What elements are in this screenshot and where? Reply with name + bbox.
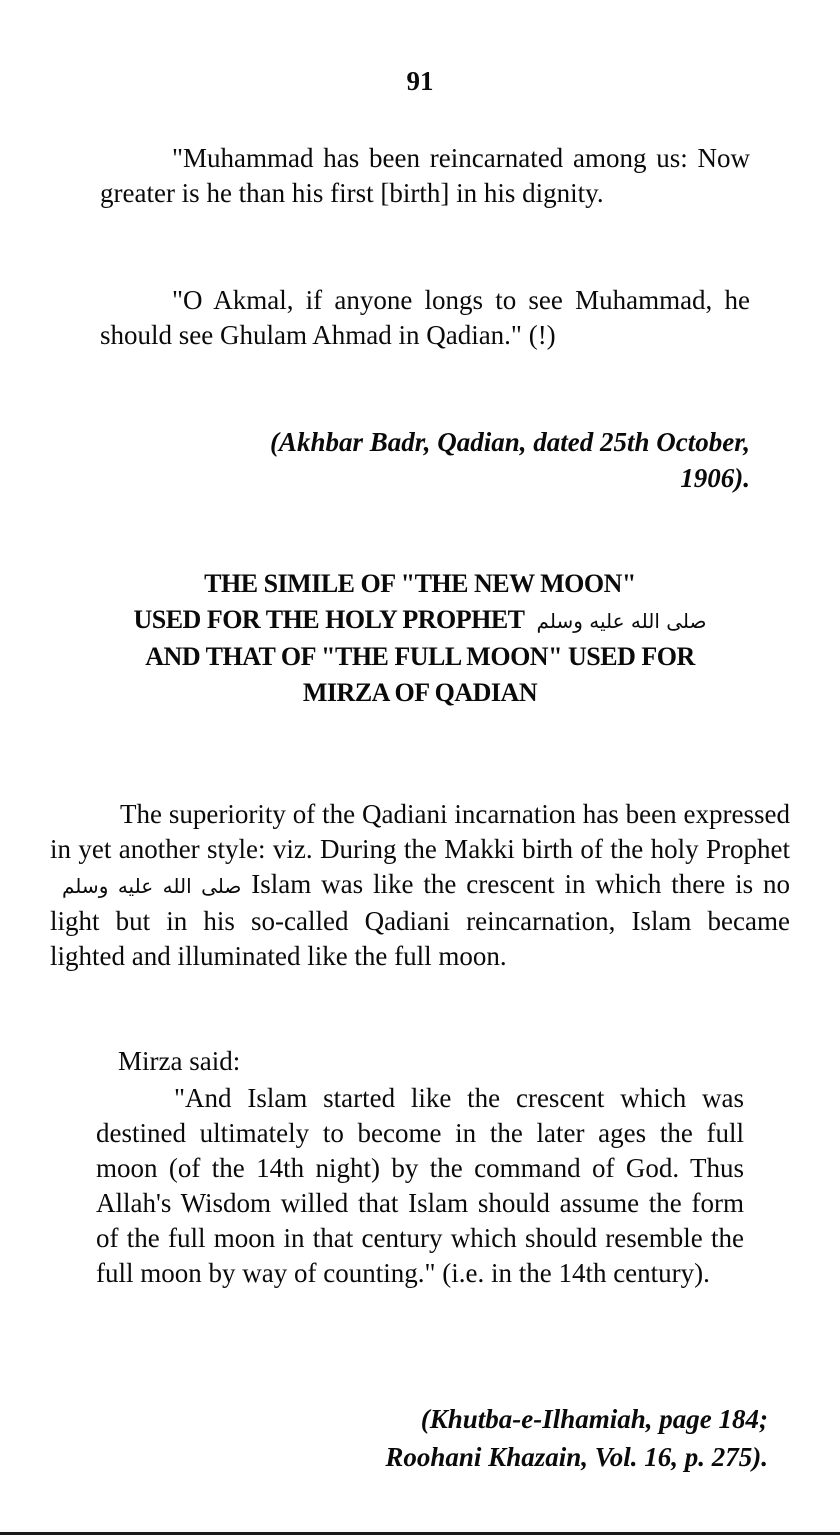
quote-paragraph-2	[100, 283, 750, 353]
section-heading	[40, 566, 800, 711]
body-text-part-2: Islam was like the crescent in which there is no light but in his so-called Qadiani reincarnation, Islam became lighted and illuminated like the full moon.	[50, 869, 791, 971]
heading-line-2-wrap	[40, 602, 800, 639]
bottom-rule	[0, 1532, 840, 1535]
page-number: 91	[406, 66, 434, 96]
quote-paragraph-1	[100, 141, 750, 211]
citation-2-line-2: Roohani Khazain, Vol. 16, p. 275).	[385, 1442, 768, 1472]
heading-line-3: AND THAT OF "THE FULL MOON" USED FOR	[145, 642, 695, 671]
body-text-part-1: The superiority of the Qadiani incarnation has been expressed in yet another style: viz. During the Makki birth of the holy Prophet	[50, 799, 790, 864]
citation-1-line-1: (Akhbar Badr, Qadian, dated 25th October,	[269, 427, 750, 457]
body-text	[50, 797, 790, 974]
body-salutation: صلى الله عليه وسلم	[62, 874, 242, 898]
heading-line-1: THE SIMILE OF "THE NEW MOON"	[204, 569, 636, 598]
quote-text-1: "Muhammad has been reincarnated among us: Now greater is he than his first [birth] in his dignity.	[100, 143, 750, 208]
quote-paragraph-3	[96, 1081, 744, 1291]
heading-line-2: USED FOR THE HOLY PROPHET	[133, 605, 525, 634]
quote-text-3: "And Islam started like the crescent which was destined ultimately to become in the later ages the full moon (of the 14th night) by the command of God. Thus Allah's Wisdom willed that Islam should assume the form of the full moon in that century which should resemble the full moon by way of counting." (i.e. in the 14th century).	[96, 1083, 744, 1288]
citation-2	[250, 1400, 768, 1476]
citation-2-line-1: (Khutba-e-Ilhamiah, page 184;	[420, 1404, 768, 1434]
heading-salutation: صلى الله عليه وسلم	[536, 609, 707, 633]
quote-text-2: "O Akmal, if anyone longs to see Muhammad, he should see Ghulam Ahmad in Qadian." (!)	[100, 285, 750, 350]
citation-1-line-2: 1906).	[680, 463, 750, 493]
quote-intro: Mirza said:	[118, 1046, 241, 1076]
heading-line-4: MIRZA OF QADIAN	[302, 678, 538, 707]
body-paragraph	[50, 797, 790, 974]
citation-1	[150, 424, 750, 496]
